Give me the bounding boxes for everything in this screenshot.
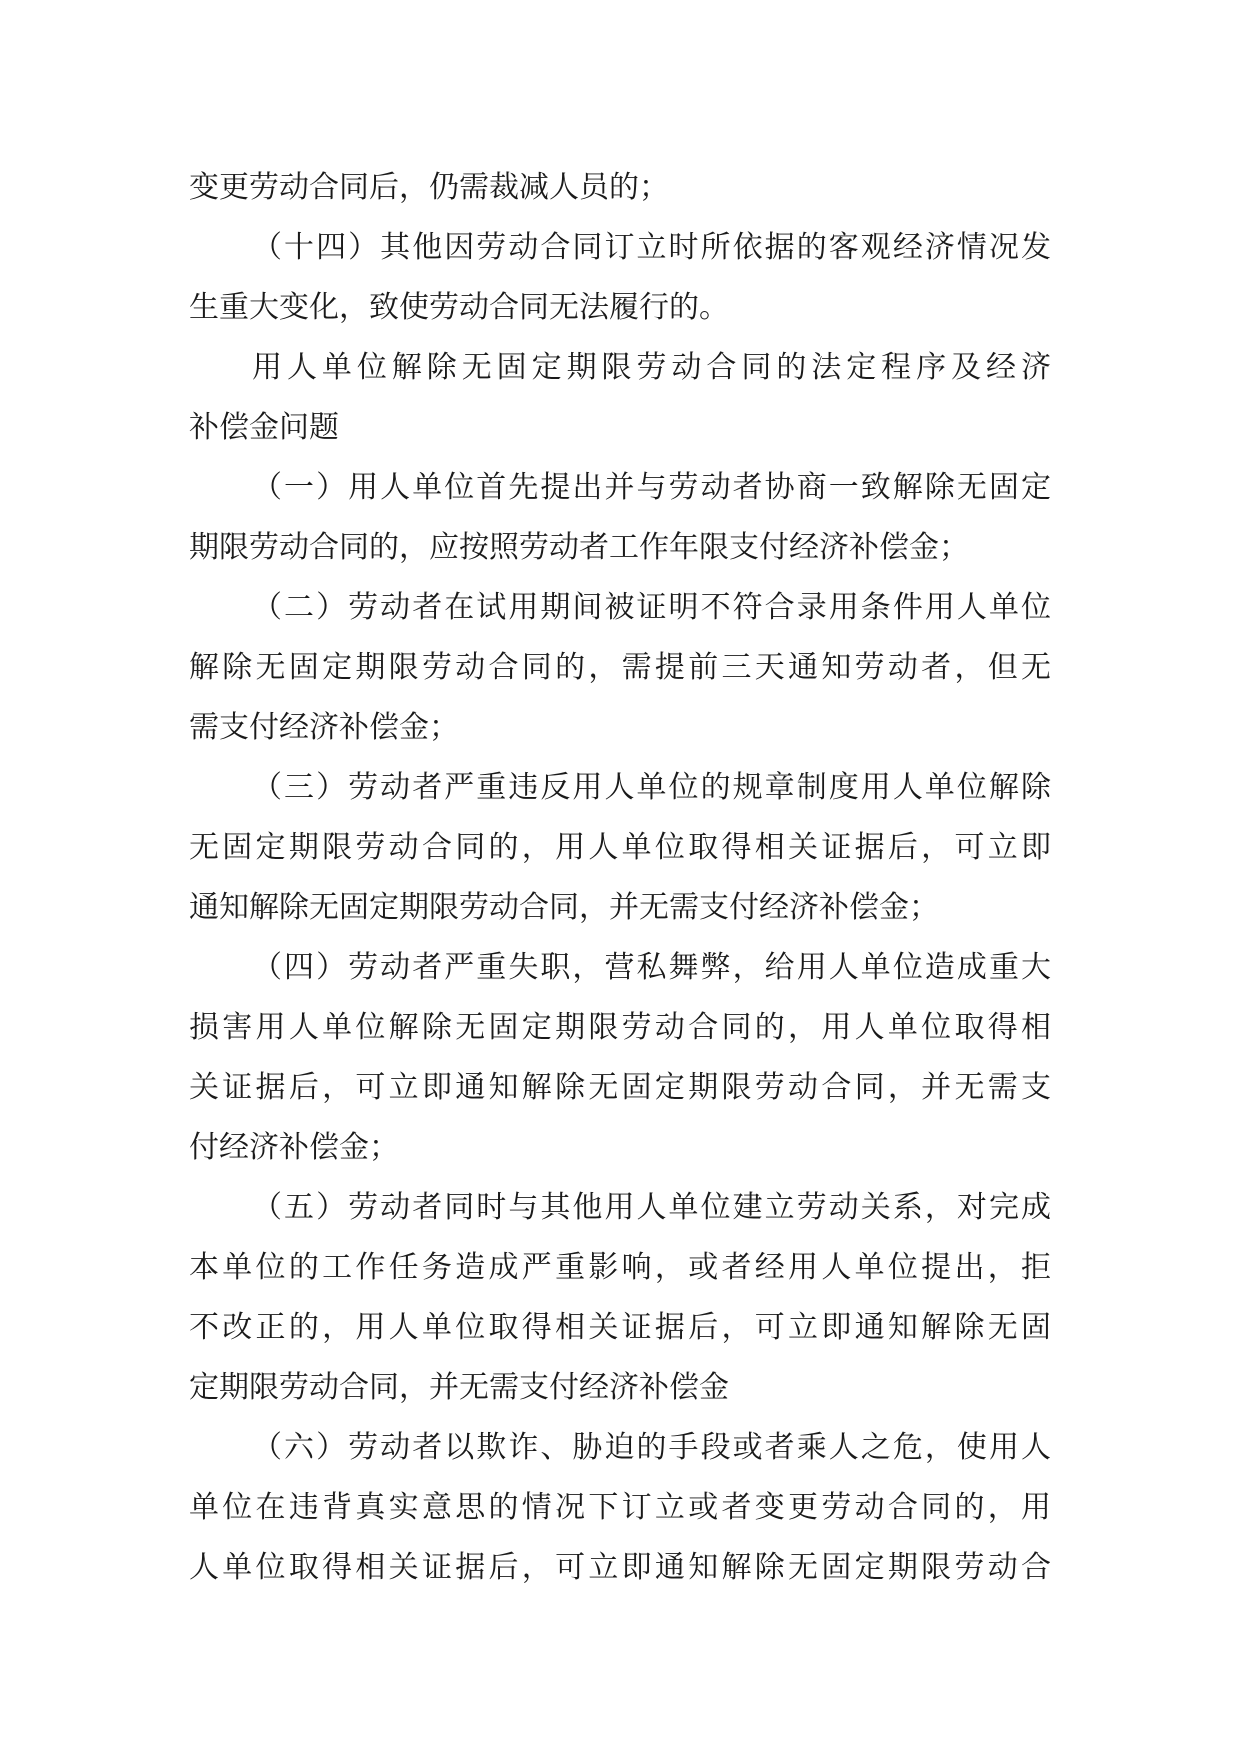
text-line: （二）劳动者在试用期间被证明不符合录用条件用人单位 xyxy=(252,590,1051,625)
text-line: 解除无固定期限劳动合同的，需提前三天通知劳动者，但无 xyxy=(189,650,1051,685)
text-line: 需支付经济补偿金； xyxy=(189,710,459,745)
document-body xyxy=(189,158,1051,1598)
text-line: （五）劳动者同时与其他用人单位建立劳动关系，对完成 xyxy=(252,1190,1051,1225)
text-line: 生重大变化，致使劳动合同无法履行的。 xyxy=(189,290,729,325)
text-line: 补偿金问题 xyxy=(189,410,339,445)
text-line: 期限劳动合同的，应按照劳动者工作年限支付经济补偿金； xyxy=(189,530,969,565)
text-line: 本单位的工作任务造成严重影响，或者经用人单位提出，拒 xyxy=(189,1250,1051,1285)
text-line: 不改正的，用人单位取得相关证据后，可立即通知解除无固 xyxy=(189,1310,1051,1345)
text-line: 变更劳动合同后，仍需裁减人员的； xyxy=(189,170,669,205)
text-line: 定期限劳动合同，并无需支付经济补偿金 xyxy=(189,1370,729,1405)
text-line: （六）劳动者以欺诈、胁迫的手段或者乘人之危，使用人 xyxy=(252,1430,1051,1465)
text-line: （一）用人单位首先提出并与劳动者协商一致解除无固定 xyxy=(252,470,1051,505)
text-line: 用人单位解除无固定期限劳动合同的法定程序及经济 xyxy=(252,350,1051,385)
text-line: 单位在违背真实意思的情况下订立或者变更劳动合同的，用 xyxy=(189,1490,1051,1525)
text-line: 通知解除无固定期限劳动合同，并无需支付经济补偿金； xyxy=(189,890,939,925)
text-line: 关证据后，可立即通知解除无固定期限劳动合同，并无需支 xyxy=(189,1070,1051,1105)
text-line: （三）劳动者严重违反用人单位的规章制度用人单位解除 xyxy=(252,770,1051,805)
text-line: 损害用人单位解除无固定期限劳动合同的，用人单位取得相 xyxy=(189,1010,1051,1045)
text-line: （十四）其他因劳动合同订立时所依据的客观经济情况发 xyxy=(252,230,1051,265)
text-line: 付经济补偿金； xyxy=(189,1130,399,1165)
text-line: 无固定期限劳动合同的，用人单位取得相关证据后，可立即 xyxy=(189,830,1051,865)
text-line: （四）劳动者严重失职，营私舞弊，给用人单位造成重大 xyxy=(252,950,1051,985)
text-line: 人单位取得相关证据后，可立即通知解除无固定期限劳动合 xyxy=(189,1550,1051,1585)
